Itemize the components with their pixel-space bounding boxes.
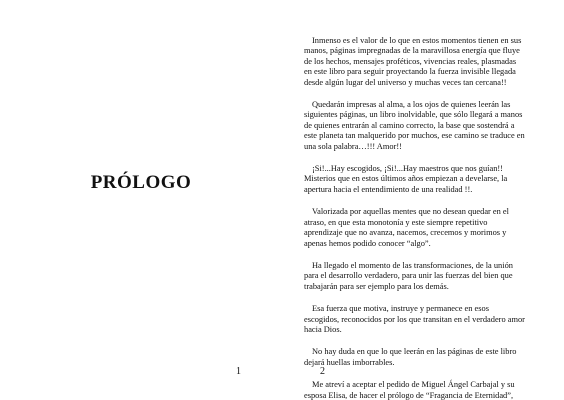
chapter-title: PRÓLOGO [90, 172, 192, 193]
paragraph: Inmenso es el valor de lo que en estos momentos tienen en sus manos, páginas impregnadas de la maravillosa energía que fluye de los hechos, mensajes proféticos, vivencias reales, plasmadas en este libro para seguir proyectando la fuerza invisible llegada desde algún lugar del universo y muchas veces tan cercana!! [304, 36, 522, 87]
paragraph: Esa fuerza que motiva, instruye y permanece en esos escogidos, reconocidos por los que transitan en el verdadero amor hacia Dios. [304, 304, 525, 334]
paragraph: Ha llegado el momento de las transformaciones, de la unión para el desarrollo verdadero, para unir las fuerzas del bien que trabajarán para ser ejemplo para los demás. [304, 260, 513, 291]
paragraph: ¡Si!...Hay escogidos, ¡Si!...Hay maestros que nos guían!! Misterios que en estos últimos años empiezan a develarse, la apertura hacia el entendimiento de una realidad !!. [304, 164, 508, 194]
paragraph: Me atreví a aceptar el pedido de Miguel Ángel Carbajal y su esposa Elisa, de hacer el prólogo de “Fragancia de Eternidad”, [304, 380, 515, 400]
paragraph: Valorizada por aquellas mentes que no desean quedar en el atraso, en que esta monotonía y este siempre repetitivo aprendizaje que no avanza, nacemos, crecemos y morimos y apenas hemos podido conocer “algo”. [304, 207, 509, 248]
prologue-body [304, 36, 526, 400]
paragraph: No hay duda en que lo que leerán en las páginas de este libro dejará huellas imborrables. [304, 347, 517, 367]
page-number-left: 1 [236, 366, 241, 377]
page-number-right: 2 [320, 366, 325, 377]
paragraph: Quedarán impresas al alma, a los ojos de quienes leerán las siguientes páginas, un libro inolvidable, que sólo llegará a manos de quienes entrarán al camino correcto, la base que sostendrá a este planeta tan malquerido por muchos, ese camino se traduce en una sola palabra…!!! Amor!! [304, 100, 525, 151]
right-page [282, 0, 564, 400]
